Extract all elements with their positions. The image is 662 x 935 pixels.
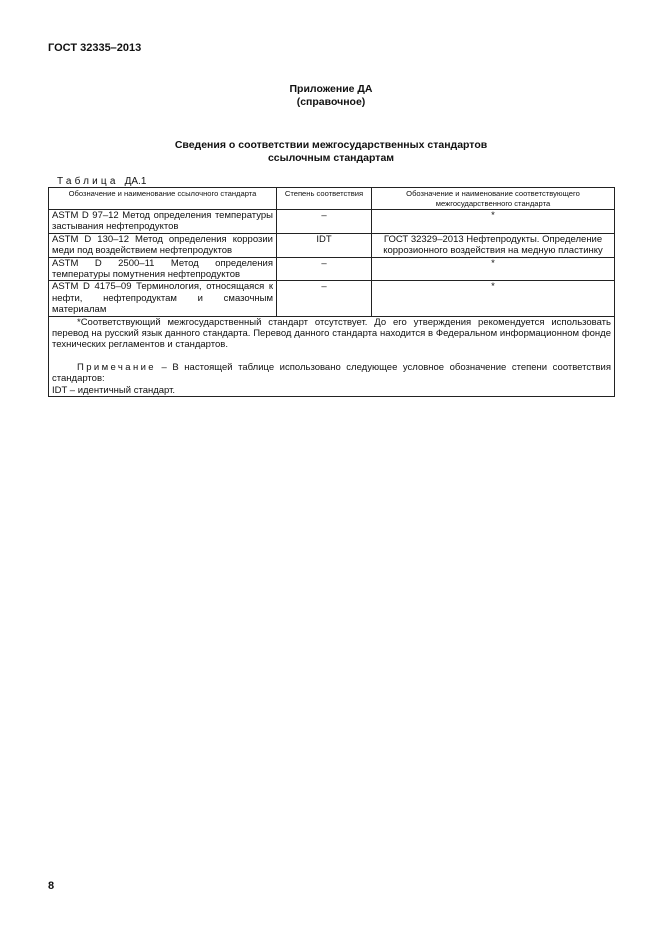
table-header-row [49, 188, 615, 210]
table-row [49, 257, 615, 281]
cell-reference: ASTM D 2500–11 Метод определения температуры помутнения нефтепродуктов [49, 257, 277, 281]
table-footnote-cell [49, 316, 615, 396]
table-row [49, 233, 615, 257]
table-caption-word: Таблица [57, 176, 119, 187]
section-title-line2: ссылочным стандартам [267, 152, 395, 164]
cell-reference: ASTM D 97–12 Метод определения температуры застывания нефтепродуктов [49, 210, 277, 234]
cell-degree: – [277, 257, 372, 281]
cell-reference: ASTM D 130–12 Метод определения коррозии меди под воздействием нефтепродуктов [49, 233, 277, 257]
note-idt-definition: IDT – идентичный стандарт. [52, 384, 176, 396]
cell-national: * [372, 257, 615, 281]
header-reference-standard: Обозначение и наименование ссылочного стандарта [49, 188, 277, 210]
cell-national: * [372, 281, 615, 316]
footnote-text: *Соответствующий межгосударственный стандарт отсутствует. До его утверждения рекомендуется использовать перевод на русский язык данного стандарта. Перевод данного стандарта находится в Федеральном информационном фонде технических регламентов и стандартов. [52, 316, 611, 351]
table-note [52, 362, 611, 385]
annex-subtitle: (справочное) [296, 96, 366, 108]
section-title-line1: Сведения о соответствии межгосударственных стандартов [174, 139, 488, 151]
table-caption-number: ДА.1 [124, 176, 147, 187]
annex-title: Приложение ДА [289, 83, 373, 95]
standards-table [48, 187, 615, 397]
cell-degree: – [277, 210, 372, 234]
header-degree: Степень соответствия [277, 188, 372, 210]
header-national-standard: Обозначение и наименование соответствующего межгосударственного стандарта [372, 188, 615, 210]
cell-national: ГОСТ 32329–2013 Нефтепродукты. Определение коррозионного воздействия на медную пластинку [372, 233, 615, 257]
table-row [49, 281, 615, 316]
table-caption [57, 176, 146, 187]
table-row [49, 210, 615, 234]
page-number: 8 [48, 880, 55, 892]
cell-national: * [372, 210, 615, 234]
annex-heading [0, 83, 662, 109]
table-footnote-row [49, 316, 615, 396]
cell-degree: IDT [277, 233, 372, 257]
section-title [0, 139, 662, 165]
note-text: – В настоящей таблице использовано следующее условное обозначение степени соответствия стандартов: [52, 361, 611, 385]
cell-degree: – [277, 281, 372, 316]
note-label: Примечание [77, 361, 156, 373]
cell-reference: ASTM D 4175–09 Терминология, относящаяся к нефти, нефтепродуктам и смазочным материалам [49, 281, 277, 316]
document-header: ГОСТ 32335–2013 [48, 42, 142, 54]
